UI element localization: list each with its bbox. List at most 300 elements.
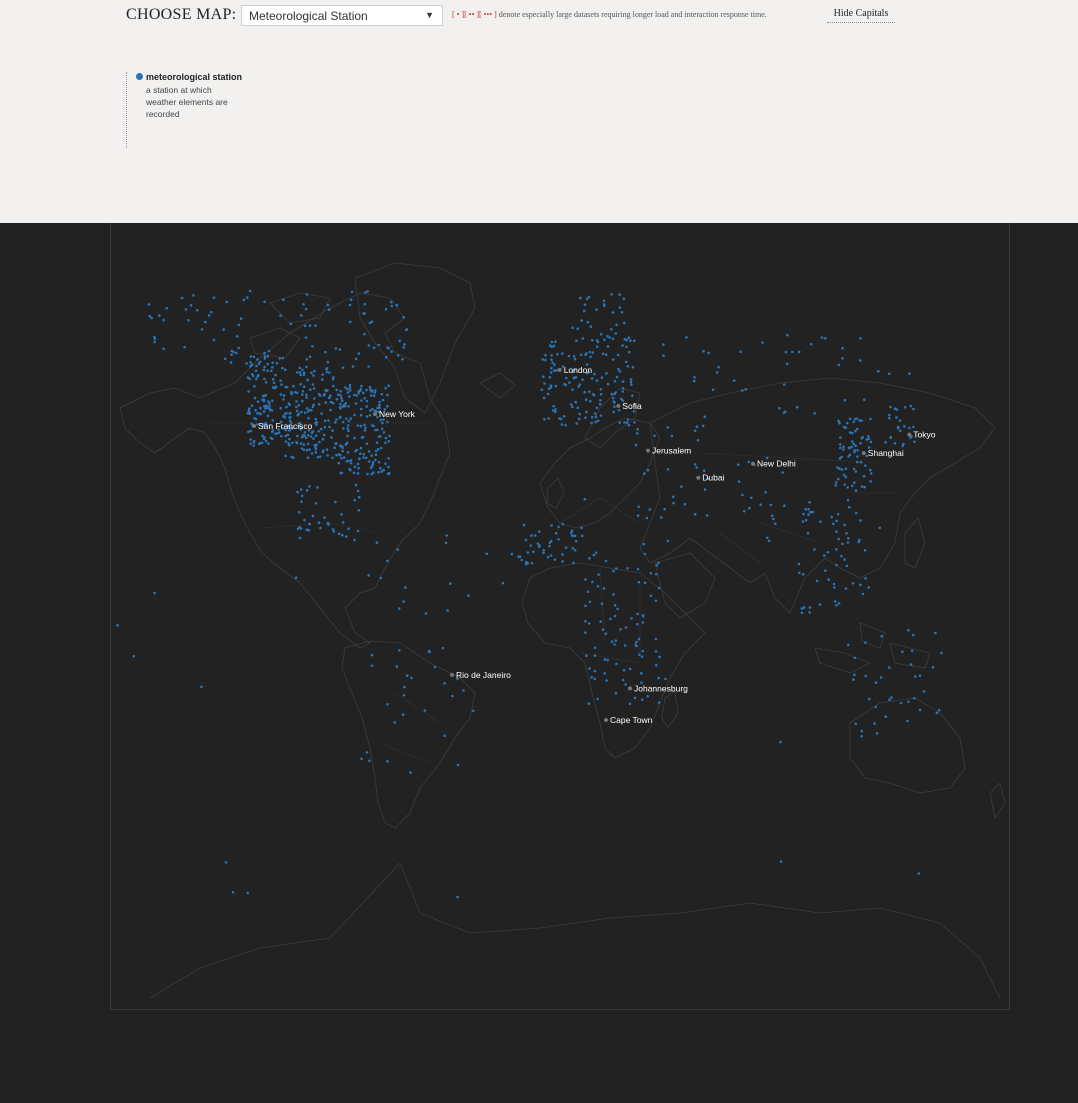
station-point[interactable] bbox=[576, 327, 579, 330]
station-point[interactable] bbox=[329, 409, 332, 412]
station-point[interactable] bbox=[602, 628, 605, 631]
station-point[interactable] bbox=[805, 519, 808, 522]
station-point[interactable] bbox=[591, 581, 594, 584]
station-point[interactable] bbox=[550, 554, 553, 557]
station-point[interactable] bbox=[300, 411, 303, 414]
station-point[interactable] bbox=[551, 341, 554, 344]
station-point[interactable] bbox=[251, 404, 254, 407]
station-point[interactable] bbox=[183, 346, 186, 349]
station-point[interactable] bbox=[702, 350, 705, 353]
station-point[interactable] bbox=[888, 666, 891, 669]
station-point[interactable] bbox=[279, 407, 282, 410]
station-point[interactable] bbox=[383, 431, 386, 434]
station-point[interactable] bbox=[853, 449, 856, 452]
station-point[interactable] bbox=[238, 324, 241, 327]
station-point[interactable] bbox=[406, 674, 409, 677]
station-point[interactable] bbox=[846, 486, 849, 489]
station-point[interactable] bbox=[243, 299, 246, 302]
station-point[interactable] bbox=[378, 401, 381, 404]
station-point[interactable] bbox=[579, 297, 582, 300]
station-point[interactable] bbox=[323, 434, 326, 437]
station-point[interactable] bbox=[637, 514, 640, 517]
station-point[interactable] bbox=[246, 296, 249, 299]
station-point[interactable] bbox=[584, 620, 587, 623]
station-point[interactable] bbox=[900, 702, 903, 705]
station-point[interactable] bbox=[232, 891, 235, 894]
station-point[interactable] bbox=[538, 546, 541, 549]
station-point[interactable] bbox=[561, 352, 564, 355]
station-point[interactable] bbox=[848, 446, 851, 449]
station-point[interactable] bbox=[268, 350, 271, 353]
station-point[interactable] bbox=[368, 344, 371, 347]
station-point[interactable] bbox=[798, 563, 801, 566]
station-point[interactable] bbox=[288, 412, 291, 415]
station-point[interactable] bbox=[315, 434, 318, 437]
capital-marker[interactable] bbox=[862, 448, 904, 458]
station-point[interactable] bbox=[852, 678, 855, 681]
station-point[interactable] bbox=[358, 496, 361, 499]
station-point[interactable] bbox=[693, 376, 696, 379]
station-point[interactable] bbox=[274, 374, 277, 377]
station-point[interactable] bbox=[348, 420, 351, 423]
station-point[interactable] bbox=[847, 537, 850, 540]
station-point[interactable] bbox=[403, 694, 406, 697]
station-point[interactable] bbox=[634, 697, 637, 700]
station-point[interactable] bbox=[636, 623, 639, 626]
station-point[interactable] bbox=[557, 538, 560, 541]
station-point[interactable] bbox=[832, 523, 835, 526]
station-point[interactable] bbox=[322, 438, 325, 441]
station-point[interactable] bbox=[575, 540, 578, 543]
station-point[interactable] bbox=[835, 604, 838, 607]
station-point[interactable] bbox=[664, 678, 667, 681]
station-point[interactable] bbox=[641, 655, 644, 658]
station-point[interactable] bbox=[296, 491, 299, 494]
station-point[interactable] bbox=[636, 613, 639, 616]
station-point[interactable] bbox=[311, 345, 314, 348]
station-point[interactable] bbox=[819, 520, 822, 523]
station-point[interactable] bbox=[819, 603, 822, 606]
station-point[interactable] bbox=[319, 527, 322, 530]
station-point[interactable] bbox=[638, 638, 641, 641]
station-point[interactable] bbox=[589, 351, 592, 354]
station-point[interactable] bbox=[486, 553, 489, 556]
station-point[interactable] bbox=[614, 615, 617, 618]
station-point[interactable] bbox=[786, 334, 789, 337]
station-point[interactable] bbox=[390, 301, 393, 304]
station-point[interactable] bbox=[402, 316, 405, 319]
station-point[interactable] bbox=[116, 624, 119, 627]
station-point[interactable] bbox=[341, 446, 344, 449]
station-point[interactable] bbox=[295, 400, 298, 403]
station-point[interactable] bbox=[835, 520, 838, 523]
station-point[interactable] bbox=[851, 432, 854, 435]
station-point[interactable] bbox=[300, 442, 303, 445]
station-point[interactable] bbox=[366, 415, 369, 418]
station-point[interactable] bbox=[655, 638, 658, 641]
station-point[interactable] bbox=[527, 551, 530, 554]
station-point[interactable] bbox=[783, 504, 786, 507]
station-point[interactable] bbox=[622, 679, 625, 682]
station-point[interactable] bbox=[791, 351, 794, 354]
station-point[interactable] bbox=[869, 469, 872, 472]
station-point[interactable] bbox=[349, 304, 352, 307]
station-point[interactable] bbox=[583, 391, 586, 394]
station-point[interactable] bbox=[322, 449, 325, 452]
station-point[interactable] bbox=[387, 384, 390, 387]
station-point[interactable] bbox=[644, 553, 647, 556]
station-point[interactable] bbox=[741, 389, 744, 392]
station-point[interactable] bbox=[612, 338, 615, 341]
station-point[interactable] bbox=[604, 658, 607, 661]
station-point[interactable] bbox=[693, 380, 696, 383]
station-point[interactable] bbox=[341, 399, 344, 402]
station-point[interactable] bbox=[908, 372, 911, 375]
station-point[interactable] bbox=[854, 657, 857, 660]
station-point[interactable] bbox=[307, 417, 310, 420]
station-point[interactable] bbox=[318, 521, 321, 524]
station-point[interactable] bbox=[934, 632, 937, 635]
station-point[interactable] bbox=[347, 424, 350, 427]
station-point[interactable] bbox=[643, 543, 646, 546]
station-point[interactable] bbox=[596, 407, 599, 410]
station-point[interactable] bbox=[833, 583, 836, 586]
station-point[interactable] bbox=[339, 394, 342, 397]
station-point[interactable] bbox=[318, 403, 321, 406]
station-point[interactable] bbox=[342, 421, 345, 424]
station-point[interactable] bbox=[306, 358, 309, 361]
station-point[interactable] bbox=[744, 388, 747, 391]
station-point[interactable] bbox=[771, 515, 774, 518]
station-point[interactable] bbox=[561, 560, 564, 563]
station-point[interactable] bbox=[798, 572, 801, 575]
station-point[interactable] bbox=[601, 603, 604, 606]
station-point[interactable] bbox=[618, 293, 621, 296]
station-point[interactable] bbox=[737, 463, 740, 466]
station-point[interactable] bbox=[774, 522, 777, 525]
station-point[interactable] bbox=[600, 393, 603, 396]
station-point[interactable] bbox=[846, 422, 849, 425]
station-point[interactable] bbox=[337, 393, 340, 396]
station-point[interactable] bbox=[783, 383, 786, 386]
capital-marker[interactable] bbox=[696, 473, 724, 483]
station-point[interactable] bbox=[380, 447, 383, 450]
station-point[interactable] bbox=[314, 324, 317, 327]
station-point[interactable] bbox=[332, 385, 335, 388]
station-point[interactable] bbox=[298, 404, 301, 407]
station-point[interactable] bbox=[249, 378, 252, 381]
station-point[interactable] bbox=[374, 429, 377, 432]
station-point[interactable] bbox=[290, 456, 293, 459]
station-point[interactable] bbox=[404, 586, 407, 589]
station-point[interactable] bbox=[628, 351, 631, 354]
station-point[interactable] bbox=[541, 388, 544, 391]
station-point[interactable] bbox=[353, 472, 356, 475]
station-point[interactable] bbox=[245, 362, 248, 365]
station-point[interactable] bbox=[370, 454, 373, 457]
station-point[interactable] bbox=[595, 415, 598, 418]
station-point[interactable] bbox=[888, 414, 891, 417]
station-point[interactable] bbox=[554, 369, 557, 372]
station-point[interactable] bbox=[643, 472, 646, 475]
station-point[interactable] bbox=[396, 304, 399, 307]
station-point[interactable] bbox=[133, 655, 136, 658]
station-point[interactable] bbox=[342, 366, 345, 369]
station-point[interactable] bbox=[305, 308, 308, 311]
station-point[interactable] bbox=[335, 347, 338, 350]
station-point[interactable] bbox=[358, 457, 361, 460]
station-point[interactable] bbox=[271, 366, 274, 369]
station-point[interactable] bbox=[835, 564, 838, 567]
station-point[interactable] bbox=[402, 346, 405, 349]
station-point[interactable] bbox=[876, 732, 879, 735]
station-point[interactable] bbox=[568, 355, 571, 358]
station-point[interactable] bbox=[624, 644, 627, 647]
station-point[interactable] bbox=[807, 532, 810, 535]
station-point[interactable] bbox=[870, 441, 873, 444]
station-point[interactable] bbox=[619, 370, 622, 373]
station-point[interactable] bbox=[641, 699, 644, 702]
station-point[interactable] bbox=[300, 500, 303, 503]
station-point[interactable] bbox=[628, 336, 631, 339]
station-point[interactable] bbox=[547, 417, 550, 420]
station-point[interactable] bbox=[326, 454, 329, 457]
station-point[interactable] bbox=[607, 345, 610, 348]
station-point[interactable] bbox=[637, 506, 640, 509]
station-point[interactable] bbox=[603, 587, 606, 590]
station-point[interactable] bbox=[338, 533, 341, 536]
station-point[interactable] bbox=[295, 406, 298, 409]
station-point[interactable] bbox=[593, 373, 596, 376]
station-point[interactable] bbox=[672, 502, 675, 505]
station-point[interactable] bbox=[590, 676, 593, 679]
station-point[interactable] bbox=[385, 437, 388, 440]
station-point[interactable] bbox=[625, 361, 628, 364]
station-point[interactable] bbox=[334, 442, 337, 445]
station-point[interactable] bbox=[357, 530, 360, 533]
station-point[interactable] bbox=[530, 534, 533, 537]
station-point[interactable] bbox=[838, 602, 841, 605]
station-point[interactable] bbox=[320, 412, 323, 415]
station-point[interactable] bbox=[213, 296, 216, 299]
station-point[interactable] bbox=[384, 387, 387, 390]
station-point[interactable] bbox=[298, 413, 301, 416]
station-point[interactable] bbox=[623, 322, 626, 325]
station-point[interactable] bbox=[237, 347, 240, 350]
station-point[interactable] bbox=[630, 383, 633, 386]
station-point[interactable] bbox=[445, 542, 448, 545]
station-point[interactable] bbox=[370, 394, 373, 397]
station-point[interactable] bbox=[467, 594, 470, 597]
station-point[interactable] bbox=[377, 448, 380, 451]
station-point[interactable] bbox=[580, 319, 583, 322]
station-point[interactable] bbox=[557, 526, 560, 529]
station-point[interactable] bbox=[604, 672, 607, 675]
station-point[interactable] bbox=[403, 343, 406, 346]
station-point[interactable] bbox=[381, 428, 384, 431]
station-point[interactable] bbox=[368, 760, 371, 763]
station-point[interactable] bbox=[586, 298, 589, 301]
station-point[interactable] bbox=[520, 559, 523, 562]
station-point[interactable] bbox=[894, 442, 897, 445]
station-point[interactable] bbox=[334, 501, 337, 504]
station-point[interactable] bbox=[890, 696, 893, 699]
station-point[interactable] bbox=[859, 519, 862, 522]
station-point[interactable] bbox=[296, 435, 299, 438]
station-point[interactable] bbox=[525, 539, 528, 542]
station-point[interactable] bbox=[263, 438, 266, 441]
station-point[interactable] bbox=[584, 605, 587, 608]
station-point[interactable] bbox=[562, 523, 565, 526]
station-point[interactable] bbox=[328, 371, 331, 374]
station-point[interactable] bbox=[904, 406, 907, 409]
station-point[interactable] bbox=[308, 523, 311, 526]
station-point[interactable] bbox=[366, 473, 369, 476]
station-point[interactable] bbox=[443, 682, 446, 685]
station-point[interactable] bbox=[613, 643, 616, 646]
station-point[interactable] bbox=[837, 420, 840, 423]
station-point[interactable] bbox=[287, 434, 290, 437]
station-point[interactable] bbox=[377, 471, 380, 474]
station-point[interactable] bbox=[764, 491, 767, 494]
station-point[interactable] bbox=[249, 361, 252, 364]
station-point[interactable] bbox=[859, 584, 862, 587]
station-point[interactable] bbox=[571, 388, 574, 391]
station-point[interactable] bbox=[667, 540, 670, 543]
station-point[interactable] bbox=[340, 457, 343, 460]
station-point[interactable] bbox=[597, 419, 600, 422]
station-point[interactable] bbox=[658, 587, 661, 590]
station-point[interactable] bbox=[357, 472, 360, 475]
station-point[interactable] bbox=[263, 301, 266, 304]
station-point[interactable] bbox=[222, 328, 225, 331]
station-point[interactable] bbox=[259, 442, 262, 445]
station-point[interactable] bbox=[252, 444, 255, 447]
station-point[interactable] bbox=[386, 394, 389, 397]
station-point[interactable] bbox=[633, 340, 636, 343]
station-point[interactable] bbox=[201, 328, 204, 331]
station-point[interactable] bbox=[781, 471, 784, 474]
station-point[interactable] bbox=[573, 355, 576, 358]
station-point[interactable] bbox=[282, 398, 285, 401]
station-point[interactable] bbox=[402, 600, 405, 603]
station-point[interactable] bbox=[589, 601, 592, 604]
capital-marker[interactable] bbox=[373, 409, 416, 419]
station-point[interactable] bbox=[919, 709, 922, 712]
station-point[interactable] bbox=[259, 407, 262, 410]
station-point[interactable] bbox=[312, 383, 315, 386]
station-point[interactable] bbox=[304, 412, 307, 415]
hide-capitals-button[interactable]: Hide Capitals bbox=[827, 8, 895, 23]
station-point[interactable] bbox=[841, 357, 844, 360]
station-point[interactable] bbox=[358, 509, 361, 512]
station-point[interactable] bbox=[326, 448, 329, 451]
station-point[interactable] bbox=[853, 468, 856, 471]
station-point[interactable] bbox=[302, 390, 305, 393]
station-point[interactable] bbox=[345, 443, 348, 446]
station-point[interactable] bbox=[847, 499, 850, 502]
station-point[interactable] bbox=[650, 595, 653, 598]
station-point[interactable] bbox=[618, 409, 621, 412]
station-point[interactable] bbox=[551, 362, 554, 365]
station-point[interactable] bbox=[574, 535, 577, 538]
station-point[interactable] bbox=[544, 354, 547, 357]
capital-marker[interactable] bbox=[628, 683, 688, 693]
station-point[interactable] bbox=[584, 498, 587, 501]
capital-marker[interactable] bbox=[450, 670, 511, 680]
station-point[interactable] bbox=[859, 442, 862, 445]
station-point[interactable] bbox=[628, 424, 631, 427]
station-point[interactable] bbox=[308, 529, 311, 532]
station-point[interactable] bbox=[162, 319, 165, 322]
station-point[interactable] bbox=[593, 554, 596, 557]
station-point[interactable] bbox=[624, 683, 627, 686]
station-point[interactable] bbox=[365, 405, 368, 408]
station-point[interactable] bbox=[363, 303, 366, 306]
station-point[interactable] bbox=[271, 362, 274, 365]
station-point[interactable] bbox=[803, 606, 806, 609]
station-point[interactable] bbox=[281, 357, 284, 360]
station-point[interactable] bbox=[390, 350, 393, 353]
station-point[interactable] bbox=[880, 635, 883, 638]
station-point[interactable] bbox=[255, 370, 258, 373]
station-point[interactable] bbox=[936, 712, 939, 715]
station-point[interactable] bbox=[600, 414, 603, 417]
station-point[interactable] bbox=[685, 336, 688, 339]
station-point[interactable] bbox=[263, 352, 266, 355]
station-point[interactable] bbox=[350, 459, 353, 462]
station-point[interactable] bbox=[860, 461, 863, 464]
station-point[interactable] bbox=[261, 442, 264, 445]
station-point[interactable] bbox=[359, 452, 362, 455]
station-point[interactable] bbox=[816, 580, 819, 583]
station-point[interactable] bbox=[309, 388, 312, 391]
station-point[interactable] bbox=[345, 417, 348, 420]
station-point[interactable] bbox=[550, 367, 553, 370]
station-point[interactable] bbox=[462, 689, 465, 692]
station-point[interactable] bbox=[884, 441, 887, 444]
station-point[interactable] bbox=[272, 378, 275, 381]
station-point[interactable] bbox=[606, 659, 609, 662]
station-point[interactable] bbox=[346, 388, 349, 391]
station-point[interactable] bbox=[630, 381, 633, 384]
station-point[interactable] bbox=[316, 486, 319, 489]
capital-marker[interactable] bbox=[751, 459, 796, 469]
station-point[interactable] bbox=[849, 431, 852, 434]
station-point[interactable] bbox=[301, 369, 304, 372]
station-point[interactable] bbox=[808, 611, 811, 614]
station-point[interactable] bbox=[258, 363, 261, 366]
station-point[interactable] bbox=[309, 356, 312, 359]
station-point[interactable] bbox=[646, 695, 649, 698]
station-point[interactable] bbox=[770, 504, 773, 507]
station-point[interactable] bbox=[584, 578, 587, 581]
station-point[interactable] bbox=[798, 351, 801, 354]
station-point[interactable] bbox=[813, 548, 816, 551]
station-point[interactable] bbox=[285, 440, 288, 443]
station-point[interactable] bbox=[599, 620, 602, 623]
station-point[interactable] bbox=[913, 441, 916, 444]
station-point[interactable] bbox=[581, 535, 584, 538]
station-point[interactable] bbox=[263, 369, 266, 372]
station-point[interactable] bbox=[885, 715, 888, 718]
station-point[interactable] bbox=[547, 393, 550, 396]
station-point[interactable] bbox=[340, 513, 343, 516]
station-point[interactable] bbox=[349, 469, 352, 472]
station-point[interactable] bbox=[305, 366, 308, 369]
station-point[interactable] bbox=[940, 652, 943, 655]
station-point[interactable] bbox=[357, 467, 360, 470]
